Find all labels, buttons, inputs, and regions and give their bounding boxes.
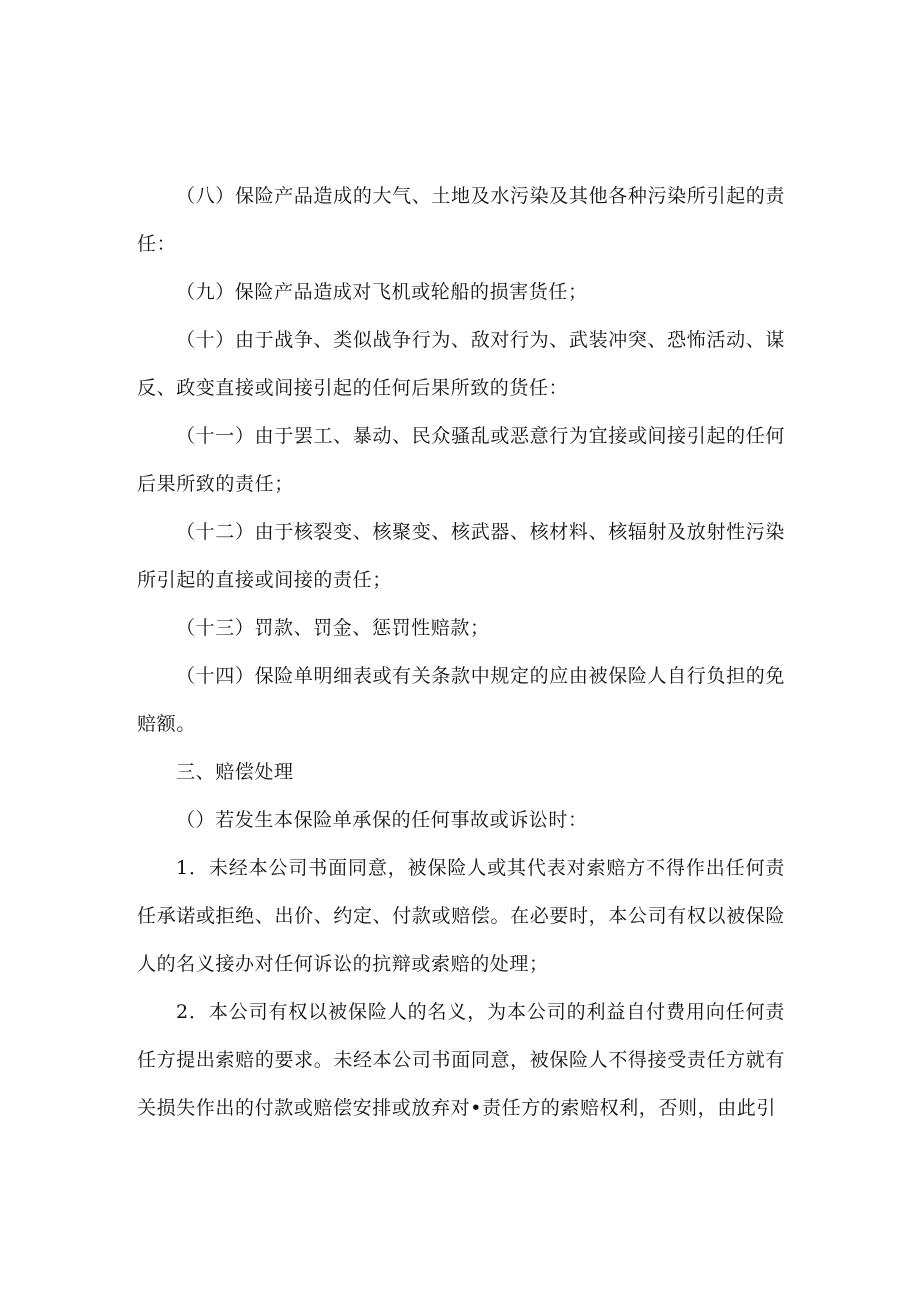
clause-14: （十四）保险单明细表或有关条款中规定的应由被保险人自行负担的免赔额。 (137, 665, 785, 735)
clause-12: （十二）由于核裂变、核聚变、核武器、核材料、核辐射及放射性污染所引起的直接或间接的责任； (137, 521, 785, 591)
section-heading-claims: 三、赔偿处理 (176, 761, 294, 783)
clause-11: （十一）由于罢工、暴动、民众骚乱或恶意行为宜接或间接引起的任何后果所致的责任； (137, 425, 785, 495)
clause-9: （九）保险产品造成对飞机或轮船的损害货任； (176, 281, 588, 303)
document-body (137, 172, 785, 1132)
claims-item-2: 2．本公司有权以被保险人的名义，为本公司的利益自付费用向任何责任方提出索赔的要求。未经本公司书面同意，被保险人不得接受责任方就有关损失作出的付款或赔偿安排或放弃对•责任方的索赔权利，否则，由此引 (137, 1001, 785, 1119)
clause-13: （十三）罚款、罚金、惩罚性赔款； (176, 617, 490, 639)
claims-intro: （）若发生本保险单承保的任何事故或诉讼时： (176, 809, 588, 831)
claims-item-1: 1．未经本公司书面同意，被保险人或其代表对索赔方不得作出任何责任承诺或拒绝、出价、约定、付款或赔偿。在必要时，本公司有权以被保险人的名义接办对任何诉讼的抗辩或索赔的处理； (137, 857, 785, 975)
clause-10: （十）由于战争、类似战争行为、敌对行为、武装冲突、恐怖活动、谋反、政变直接或间接引起的任何后果所致的货任： (137, 329, 785, 399)
clause-8: （八）保险产品造成的大气、土地及水污染及其他各种污染所引起的责任： (137, 185, 785, 255)
